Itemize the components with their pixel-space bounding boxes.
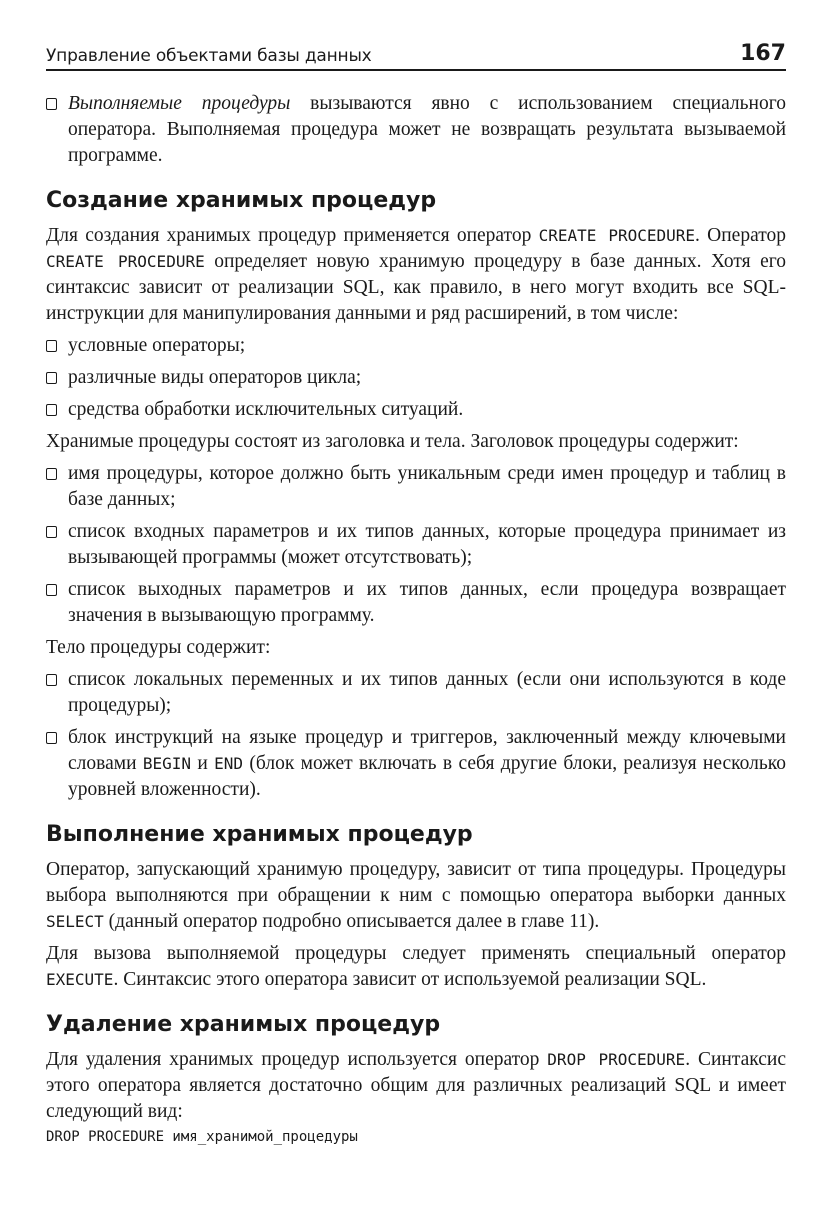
code-begin: BEGIN xyxy=(142,754,192,773)
checkbox-bullet-icon xyxy=(46,98,57,110)
checkbox-bullet-icon xyxy=(46,404,57,416)
paragraph-create-intro: Для создания хранимых процедур применяется оператор CREATE PROCEDURE. Оператор CREATE PROCEDURE определяет новую хранимую процедуру в базе данных. Хотя его синтаксис зависит от реализации SQL, как правило, в него могут входить все SQL-инструкции для манипулирования данными и ряд расширений, в том числе: xyxy=(46,225,787,324)
list-item: средства обработки исключительных ситуаций. xyxy=(46,397,786,423)
code-drop-procedure: DROP PROCEDURE xyxy=(547,1050,686,1069)
code-block-drop-syntax: DROP PROCEDURE имя_хранимой_процедуры xyxy=(46,1129,358,1145)
paragraph-body-contains: Тело процедуры содержит: xyxy=(46,637,271,658)
code-end: END xyxy=(214,754,244,773)
paragraph-execute: Для вызова выполняемой процедуры следует применять специальный оператор EXECUTE. Синтаксис этого оператора зависит от используемой реализации SQL. xyxy=(46,943,786,990)
checkbox-bullet-icon xyxy=(46,674,57,686)
section-heading-create: Создание хранимых процедур xyxy=(46,188,437,213)
checkbox-bullet-icon xyxy=(46,340,57,352)
paragraph-header-contains: Хранимые процедуры состоят из заголовка и тела. Заголовок процедуры содержит: xyxy=(46,431,739,452)
checkbox-bullet-icon xyxy=(46,468,57,480)
code-create-procedure: CREATE PROCEDURE xyxy=(538,226,696,245)
list-item: условные операторы; xyxy=(46,333,786,359)
list-item: различные виды операторов цикла; xyxy=(46,365,786,391)
running-header xyxy=(46,36,786,71)
list-item: блок инструкций на языке процедур и триггеров, заключенный между ключевыми словами BEGIN и END (блок может включать в себя другие блоки, реализуя несколько уровней вложенности). xyxy=(46,725,786,803)
section-heading-execute: Выполнение хранимых процедур xyxy=(46,822,473,847)
code-select: SELECT xyxy=(46,912,104,931)
checkbox-bullet-icon xyxy=(46,526,57,538)
page-number: 167 xyxy=(740,41,786,66)
header-title: Управление объектами базы данных xyxy=(46,46,372,66)
intro-bullet xyxy=(46,91,786,169)
checkbox-bullet-icon xyxy=(46,372,57,384)
paragraph-drop: Для удаления хранимых процедур используется оператор DROP PROCEDURE. Синтаксис этого оператора является достаточно общим для различных реализаций SQL и имеет следующий вид: xyxy=(46,1049,786,1122)
checkbox-bullet-icon xyxy=(46,732,57,744)
checkbox-bullet-icon xyxy=(46,584,57,596)
list-item: список выходных параметров и их типов данных, если процедура возвращает значения в вызывающую программу. xyxy=(46,577,786,629)
list-item: список входных параметров и их типов данных, которые процедура принимает из вызывающей программы (может отсутствовать); xyxy=(46,519,786,571)
list-item: список локальных переменных и их типов данных (если они используются в коде процедуры); xyxy=(46,667,786,719)
term-executable-procedures: Выполняемые процедуры xyxy=(68,93,291,114)
code-create-procedure: CREATE PROCEDURE xyxy=(46,252,205,271)
code-execute: EXECUTE xyxy=(46,970,114,989)
section-heading-drop: Удаление хранимых процедур xyxy=(46,1012,441,1037)
paragraph-select-procedures: Оператор, запускающий хранимую процедуру, зависит от типа процедуры. Процедуры выбора выполняются при обращении к ним с помощью оператора выборки данных SELECT (данный оператор подробно описывается далее в главе 11). xyxy=(46,859,786,932)
list-item: имя процедуры, которое должно быть уникальным среди имен процедур и таблиц в базе данных; xyxy=(46,461,786,513)
book-page xyxy=(46,36,786,1147)
intro-bullet-text: Выполняемые процедуры вызываются явно с использованием специального оператора. Выполняемая процедура может не возвращать результата вызываемой программе. xyxy=(68,93,786,166)
